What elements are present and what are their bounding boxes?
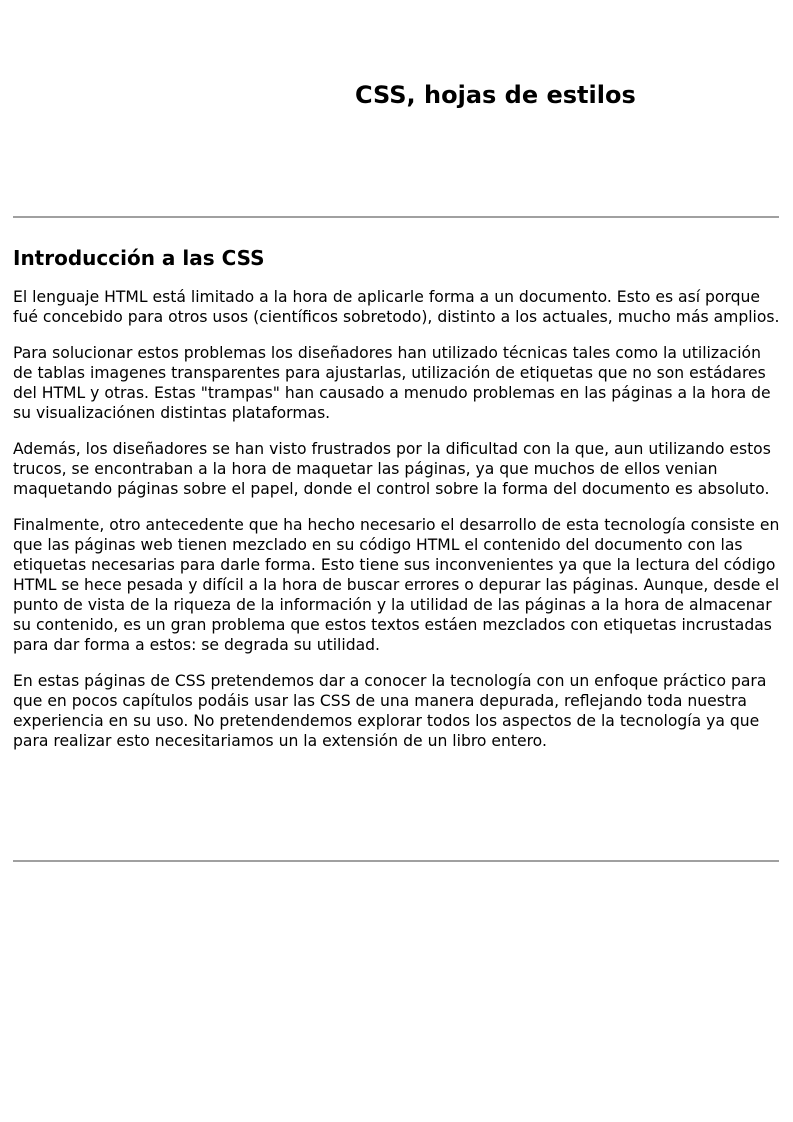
bottom-divider <box>13 860 779 862</box>
paragraph-2: Para solucionar estos problemas los diseñadores han utilizado técnicas tales como la utilización de tablas imagenes transparentes para ajustarlas, utilización de etiquetas que no son estádares del HTML y otras. Estas "trampas" han causado a menudo problemas en las páginas a la hora de su visualizaciónen distintas plataformas. <box>13 344 771 422</box>
paragraph-1: El lenguaje HTML está limitado a la hora de aplicarle forma a un documento. Esto es así porque fué concebido para otros usos (científicos sobretodo), distinto a los actuales, mucho más amplios. <box>13 288 780 326</box>
paragraph-5: En estas páginas de CSS pretendemos dar a conocer la tecnología con un enfoque práctico para que en pocos capítulos podáis usar las CSS de una manera depurada, reflejando toda nuestra experiencia en su uso. No pretendendemos explorar todos los aspectos de la tecnología ya que para realizar esto necesitariamos un la extensión de un libro entero. <box>13 672 767 750</box>
paragraph-3: Además, los diseñadores se han visto frustrados por la dificultad con la que, aun utilizando estos trucos, se encontraban a la hora de maquetar las páginas, ya que muchos de ellos venian maquetando páginas sobre el papel, donde el control sobre la forma del documento es absoluto. <box>13 440 771 498</box>
section-title: Introducción a las CSS <box>13 246 265 270</box>
main-content <box>13 244 781 767</box>
page-title: CSS, hojas de estilos <box>355 81 636 109</box>
paragraph-4: Finalmente, otro antecedente que ha hecho necesario el desarrollo de esta tecnología consiste en que las páginas web tienen mezclado en su código HTML el contenido del documento con las etiquetas necesarias para darle forma. Esto tiene sus inconvenientes ya que la lectura del código HTML se hece pesada y difícil a la hora de buscar errores o depurar las páginas. Aunque, desde el punto de vista de la riqueza de la información y la utilidad de las páginas a la hora de almacenar su contenido, es un gran problema que estos textos estáen mezclados con etiquetas incrustadas para dar forma a estos: se degrada su utilidad. <box>13 516 780 654</box>
top-divider <box>13 216 779 218</box>
